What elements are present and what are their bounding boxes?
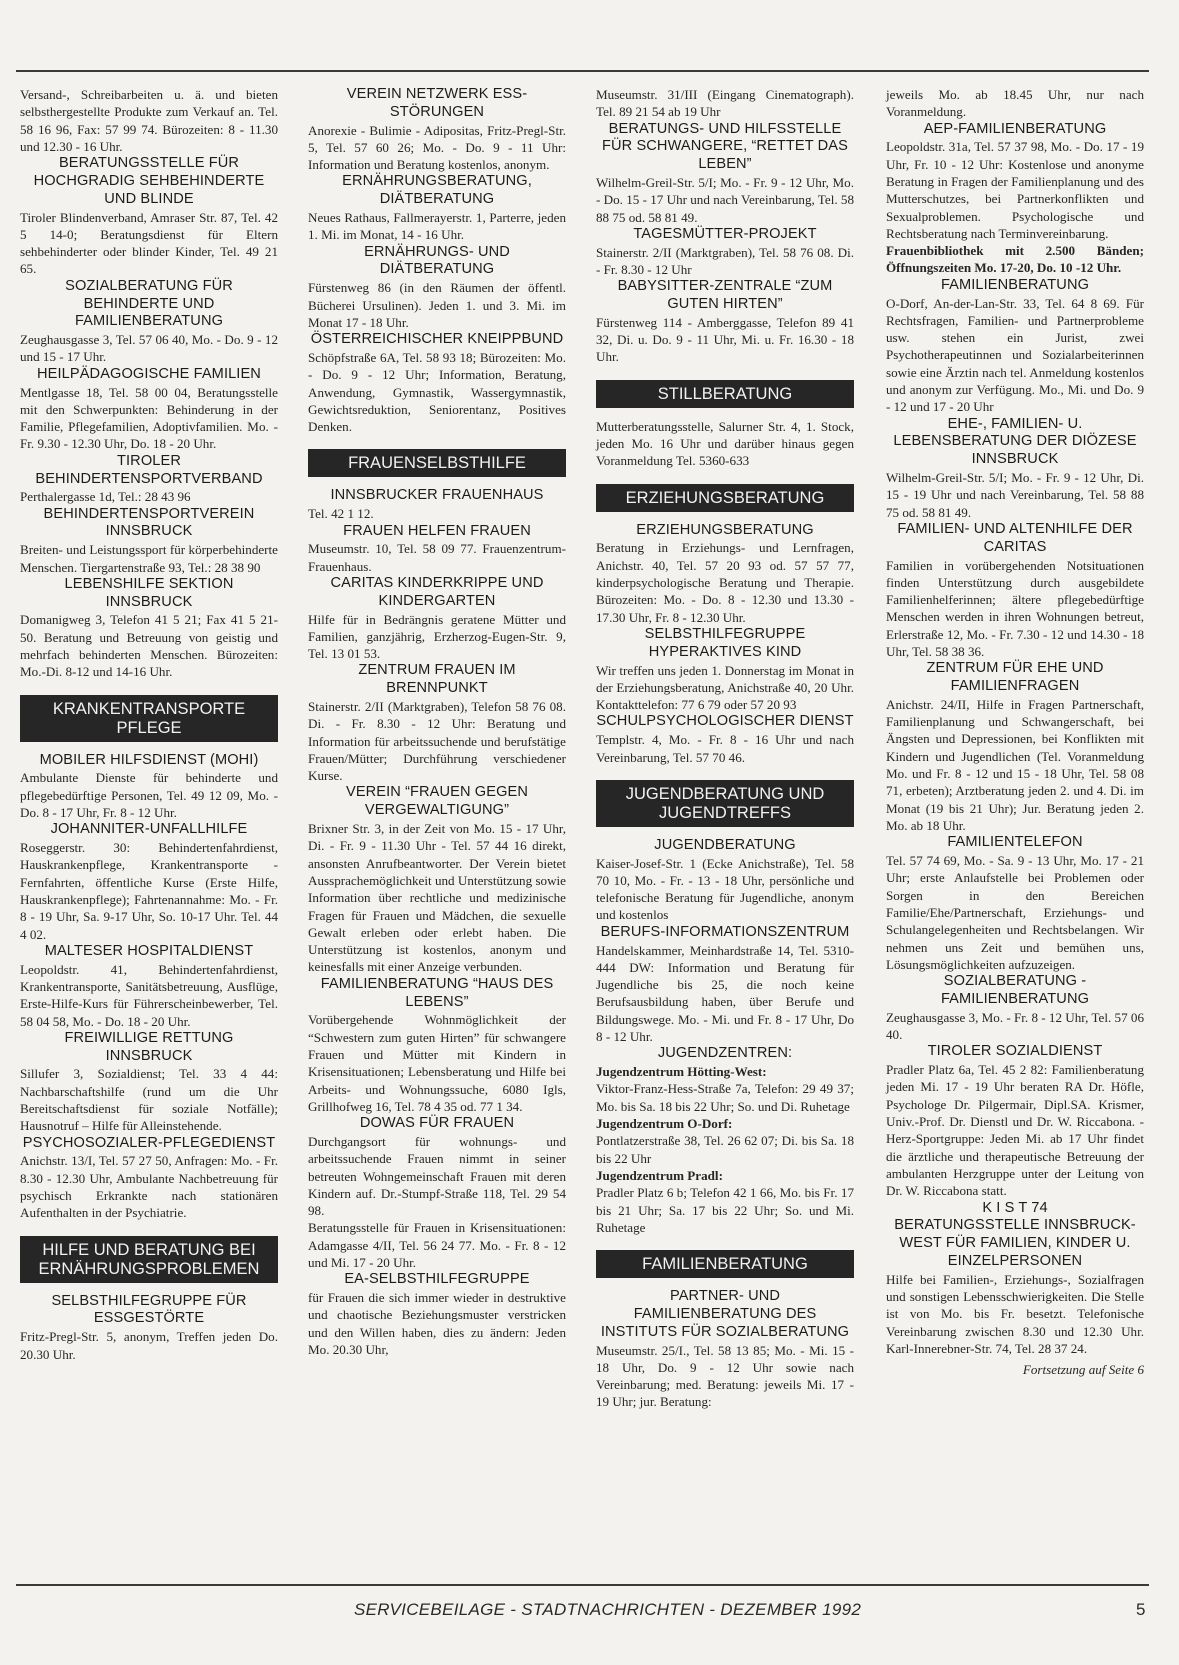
- section-heading: MALTESER HOSPITALDIENST: [44, 942, 254, 959]
- bottom-rule: [16, 1584, 1149, 1586]
- category-banner: STILLBERATUNG: [596, 380, 854, 408]
- section-heading: BERUFS-INFORMATIONSZENTRUM: [600, 923, 850, 940]
- section-heading: SOZIALBERATUNG FÜR BEHINDERTE UND FAMILIENBERATUNG: [65, 277, 233, 330]
- column-2: [308, 86, 566, 1358]
- section-heading: VEREIN “FRAUEN GEGEN VERGEWALTIGUNG”: [345, 784, 528, 819]
- entry-text: Viktor-Franz-Hess-Straße 7a, Telefon: 29 49 37; Mo. bis Sa. 18 bis 22 Uhr; So. und Di. Ruhetage: [596, 1081, 854, 1114]
- entry-text: Tel. 42 1 12.: [308, 506, 374, 522]
- entry-text: Wilhelm-Greil-Str. 5/I; Mo. - Fr. 9 - 12 Uhr, Mo. - Do. 15 - 17 Uhr und nach Vereinbarung, Tel. 58 88 75 od. 58 81 49.: [596, 174, 854, 225]
- bold-paragraph: Frauenbibliothek mit 2.500 Bänden; Öffnungszeiten Mo. 17-20, Do. 10 -12 Uhr.: [886, 243, 1144, 276]
- entry-text: Leopoldstr. 31a, Tel. 57 37 98, Mo. - Do. 17 - 19 Uhr, Fr. 10 - 12 Uhr: Kostenlose und anonyme Beratung in Fragen der Familienplanung und des Mutterschutzes, bei Partnerkonflikten und Sexualproblemen. Psychologische und Rechtsberatung nach Terminvereinbarung.: [886, 139, 1144, 241]
- bold-paragraph: Jugendzentrum Pradl:: [596, 1167, 723, 1183]
- section-heading: BERATUNGS- UND HILFSSTELLE FÜR SCHWANGERE, “RETTET DAS LEBEN”: [602, 120, 848, 173]
- entry-text: O-Dorf, An-der-Lan-Str. 33, Tel. 64 8 69. Für Rechtsfragen, Familien- und Partnerprobleme usw. stehen ein Jurist, zwei Psychotherapeutinnen und Sozialarbeiterinnen sowie eine Ärztin nach tel. Anmeldung kostenlos und anonym zur Verfügung. Mo., Mi. und Do. 9 - 12 und 17 - 20 Uhr: [886, 295, 1144, 415]
- section-heading: BERATUNGSSTELLE FÜR HOCHGRADIG SEHBEHINDERTE UND BLINDE: [33, 155, 265, 207]
- entry-text: Sillufer 3, Sozialdienst; Tel. 33 4 44: Nachbarschaftshilfe (rund um die Uhr Bereitschaftsdienst für soziale Notfälle); Hausnotruf – Hilfe für Alleinstehende.: [20, 1066, 278, 1134]
- section-heading: DOWAS FÜR FRAUEN: [359, 1115, 515, 1132]
- section-heading: SELBSTHILFEGRUPPE FÜR ESSGESTÖRTE: [51, 1292, 247, 1327]
- page-number: 5: [1136, 1600, 1146, 1619]
- entry-text: Stainerstr. 2/II (Marktgraben), Telefon 58 76 08. Di. - Fr. 8.30 - 12 Uhr: Beratung und Information für arbeitssuchende und berufstätige Frauen/Mütter; Durchführung verschiedener Kurse.: [308, 699, 566, 784]
- entry-text: Mutterberatungsstelle, Salurner Str. 4, 1. Stock, jeden Mo. 16 Uhr und darüber hinaus gegen Voranmeldung Tel. 5360-633: [596, 418, 854, 469]
- entry-text: Beratung in Erziehungs- und Lernfragen, Anichstr. 40, Tel. 57 20 93 od. 57 57 77, kinderpsychologische Beratung und Therapie. Bürozeiten: Mo. - Do. 8 - 12.30 und 13.30 - 17.30 Uhr, Fr. 8 - 12.30 Uhr.: [596, 540, 854, 625]
- section-heading: CARITAS KINDERKRIPPE UND KINDERGARTEN: [330, 574, 544, 609]
- entry-text: Leopoldstr. 41, Behindertenfahrdienst, Krankentransporte, Sanitätsbetreuung, Ausflüge, Erste-Hilfe-Kurs für Führerscheinbewerber, Tel. 58 04 58, Mo. - Do. 18 - 20 Uhr.: [20, 961, 278, 1029]
- entry-text: Hilfe für in Bedrängnis geratene Mütter und Familien, ganzjährig, Erzherzog-Eugen-Str. 9, Tel. 13 01 53.: [308, 611, 566, 662]
- entry-text: Wilhelm-Greil-Str. 5/I; Mo. - Fr. 9 - 12 Uhr, Di. 15 - 19 Uhr und nach Vereinbarung, Tel. 58 88 75 od. 58 81 49.: [886, 470, 1144, 520]
- entry-text: Pradler Platz 6 b; Telefon 42 1 66, Mo. bis Fr. 17 bis 21 Uhr; Sa. 17 bis 22 Uhr; So. und Mi. Ruhetage: [596, 1185, 854, 1235]
- entry-text: Pontlatzerstraße 38, Tel. 26 62 07; Di. bis Sa. 18 bis 22 Uhr: [596, 1133, 854, 1166]
- entry-text: Zeughausgasse 3, Tel. 57 06 40, Mo. - Do. 9 - 12 und 15 - 17 Uhr.: [20, 332, 278, 365]
- entry-text: Kaiser-Josef-Str. 1 (Ecke Anichstraße), Tel. 58 70 10, Mo. - Fr. - 13 - 18 Uhr, persönliche und telefonische Beratung für Jugendliche, anonym und kostenlos: [596, 855, 854, 923]
- section-heading: EHE-, FAMILIEN- U. LEBENSBERATUNG DER DIÖZESE INNSBRUCK: [893, 415, 1137, 468]
- section-heading: ZENTRUM FRAUEN IM BRENNPUNKT: [358, 662, 516, 697]
- entry-text: Anichstr. 24/II, Hilfe in Fragen Partnerschaft, Familienplanung und Schwangerschaft, bei Ängsten und Depressionen, bei Konflikten mit Kindern und Jugendlichen (Tel. Voranmeldung Mo. und Fr. 8 - 12 und 15 - 18 Uhr, Tel. 58 08 71, erbeten); Arztberatung jeden 2. und 4. Di. im Monat (19 bis 21 Uhr); Jur. Beratung jeden 2. Mo. ab 18 Uhr.: [886, 696, 1144, 833]
- section-heading: FREIWILLIGE RETTUNG INNSBRUCK: [64, 1029, 234, 1064]
- entry-text: jeweils Mo. ab 18.45 Uhr, nur nach Voranmeldung.: [886, 87, 1144, 120]
- section-heading: SELBSTHILFEGRUPPE HYPERAKTIVES KIND: [644, 625, 806, 660]
- entry-text: Handelskammer, Meinhardstraße 14, Tel. 5310-444 DW: Information und Beratung für Jugendliche bis 25, die noch keine Berufsausbildung haben, über Berufe und Bildungswege. Mo. - Mi. und Fr. 8 - 17 Uhr, Do 8 - 12 Uhr.: [596, 942, 854, 1045]
- section-heading: AEP-FAMILIENBERATUNG: [923, 120, 1107, 137]
- entry-text: Museumstr. 25/I., Tel. 58 13 85; Mo. - Mi. 15 - 18 Uhr, Do. 9 - 12 Uhr sowie nach Vereinbarung; med. Beratung: jeweils Mi. 17 - 19 Uhr; jur. Beratung:: [596, 1342, 854, 1410]
- entry-text: Domanigweg 3, Telefon 41 5 21; Fax 41 5 21-50. Beratung und Betreuung von geistig und mehrfach behinderten Menschen. Bürozeiten: Mo.-Di. 8-12 und 14-16 Uhr.: [20, 612, 278, 680]
- entry-text: Roseggerstr. 30: Behindertenfahrdienst, Hauskrankenpflege, Krankentransporte - Fernfahrten, öffentliche Kurse (Erste Hilfe, Hauskrankenpflege); Fahrtenannahme: Mo. - Fr. 8 - 19 Uhr, Sa. 9-17 Uhr, So. 10-17 Uhr. Tel. 44 4 02.: [20, 840, 278, 942]
- section-heading: BABYSITTER-ZENTRALE “ZUM GUTEN HIRTEN”: [617, 278, 833, 313]
- section-heading: SCHULPSYCHOLOGISCHER DIENST: [596, 713, 854, 730]
- entry-text: Vorübergehende Wohnmöglichkeit der “Schwestern zum guten Hirten” für schwangere Frauen und Mütter mit Kindern in Krisensituationen; Lebensberatung und Hilfe bei Arbeits- und Wohnungssuche, 6080 Igls, Grillhofweg 16, Tel. 78 4 35 od. 77 1 34.: [308, 1012, 566, 1114]
- entry-text: Anorexie - Bulimie - Adipositas, Fritz-Pregl-Str. 5, Tel. 57 60 26; Mo. - Do. 9 - 11 Uhr: Information und Beratung kostenlos, anonym.: [308, 122, 566, 173]
- entry-text: Perthalergasse 1d, Tel.: 28 43 96: [20, 489, 191, 505]
- entry-text: Tel. 57 74 69, Mo. - Sa. 9 - 13 Uhr, Mo. 17 - 21 Uhr; erste Anlaufstelle bei Problemen oder Sorgen in den Bereichen Familie/Ehe/Partnerschaft, Erziehungs- und Schulangelegenheiten und Rechtsbelangen. Wir nehmen uns Zeit und bemühen uns, Lösungsmöglichkeiten aufzuzeigen.: [886, 853, 1144, 972]
- entry-text: Fürstenweg 86 (in den Räumen der öffentl. Bücherei Ursulinen). Jeden 1. und 3. Mi. im Monat 17 - 18 Uhr.: [308, 280, 566, 330]
- entry-text: Wir treffen uns jeden 1. Donnerstag im Monat in der Erziehungsberatung, Anichstraße 40, 20 Uhr. Kontakttelefon: 77 6 79 oder 57 20 93: [596, 662, 854, 713]
- entry-text: Tiroler Blindenverband, Amraser Str. 87, Tel. 42 5 14-0; Beratungsdienst für Eltern sehbehinderter oder blinder Kinder, Tel. 49 21 65.: [20, 209, 278, 277]
- entry-text: Versand-, Schreibarbeiten u. ä. und bieten selbsthergestellte Produkte zum Verkauf an. Tel. 58 16 96, Fax: 57 99 74. Bürozeiten: 8 - 11.30 und 12.30 - 16 Uhr.: [20, 87, 278, 154]
- category-banner: FRAUENSELBSTHILFE: [308, 449, 566, 477]
- section-heading: VEREIN NETZWERK ESS-STÖRUNGEN: [346, 86, 528, 120]
- section-heading: ZENTRUM FÜR EHE UND FAMILIENFRAGEN: [926, 660, 1104, 695]
- entry-text: Breiten- und Leistungssport für körperbehinderte Menschen. Tiergartenstraße 93, Tel.: 28 38 90: [20, 542, 278, 575]
- entry-text: Anichstr. 13/I, Tel. 57 27 50, Anfragen: Mo. - Fr. 8.30 - 12.30 Uhr, Ambulante Nachbetreuung für psychisch Erkrankte nach stationären Aufenthalten in der Psychiatrie.: [20, 1153, 278, 1221]
- section-heading: TAGESMÜTTER-PROJEKT: [633, 225, 817, 242]
- section-heading: SOZIALBERATUNG - FAMILIENBERATUNG: [940, 973, 1090, 1007]
- entry-text: für Frauen die sich immer wieder in destruktive und chaotische Beziehungsmuster verstricken und den Willen haben, dies zu ändern: Jeden Mo. 20.30 Uhr,: [308, 1290, 566, 1357]
- entry-text: Beratungsstelle für Frauen in Krisensituationen: Adamgasse 4/II, Tel. 56 24 77. Mo. - Fr. 8 - 12 und Mi. 17 - 20 Uhr.: [308, 1220, 566, 1270]
- column-4: [886, 86, 1144, 1378]
- bold-paragraph: Jugendzentrum Hötting-West:: [596, 1064, 767, 1080]
- section-heading: FAMILIEN- UND ALTENHILFE DER CARITAS: [897, 520, 1133, 555]
- entry-text: Museumstr. 31/III (Eingang Cinematograph). Tel. 89 21 54 ab 19 Uhr: [596, 87, 854, 120]
- section-heading: EA-SELBSTHILFEGRUPPE: [344, 1271, 530, 1288]
- section-heading: FAMILIENBERATUNG “HAUS DES LEBENS”: [320, 975, 554, 1010]
- section-heading: FAMILIENBERATUNG: [940, 276, 1090, 293]
- section-heading: INNSBRUCKER FRAUENHAUS: [330, 487, 544, 504]
- entry-text: Fritz-Pregl-Str. 5, anonym, Treffen jeden Do. 20.30 Uhr.: [20, 1329, 278, 1362]
- section-heading: MOBILER HILFSDIENST (MOHI): [39, 751, 259, 768]
- category-banner: FAMILIENBERATUNG: [596, 1250, 854, 1278]
- section-heading: HEILPÄDAGOGISCHE FAMILIEN: [37, 365, 261, 382]
- entry-text: Pradler Platz 6a, Tel. 45 2 82: Familienberatung jeden Mi. 17 - 19 Uhr beraten RA Dr. Höfle, Psychologe Dr. Pilgermair, Dipl.SA. Krismer, Univ.-Prof. Dr. Dienstl und Dr. W. Riccabona. - Herz-Sportgruppe: Jeden Mi. ab 17 Uhr findet die ärztliche und therapeutische Betreuung der ambulanten Herzgruppe unter der Leitung von Dr. W. Riccabona statt.: [886, 1062, 1144, 1199]
- category-banner: HILFE UND BERATUNG BEI ERNÄHRUNGSPROBLEMEN: [20, 1236, 278, 1283]
- column-3: [596, 86, 854, 1411]
- entry-text: Familien in vorübergehenden Notsituationen finden Unterstützung durch ausgebildete Familienhelferinnen; ältere pflegebedürftige Menschen werden in ihren Wohnungen betreut, Erlerstraße 12, Mo. - Fr. 7.30 - 12 und 14.30 - 18 Uhr, Tel. 58 38 36.: [886, 557, 1144, 659]
- entry-text: Neues Rathaus, Fallmerayerstr. 1, Parterre, jeden 1. Mi. im Monat, 14 - 16 Uhr.: [308, 210, 566, 243]
- section-heading: JOHANNITER-UNFALLHILFE: [50, 821, 248, 838]
- section-heading: FAMILIENTELEFON: [947, 834, 1083, 851]
- section-heading: JUGENDZENTREN:: [657, 1045, 793, 1062]
- section-heading: ERNÄHRUNGS- UND DIÄTBERATUNG: [364, 243, 510, 278]
- section-heading: JUGENDBERATUNG: [654, 836, 796, 853]
- section-heading: BERATUNGSSTELLE INNSBRUCK-WEST FÜR FAMILIEN, KINDER U. EINZELPERSONEN: [894, 1217, 1136, 1269]
- section-heading: PARTNER- UND FAMILIENBERATUNG DES INSTITUTS FÜR SOZIALBERATUNG: [600, 1288, 850, 1340]
- entry-text: Zeughausgasse 3, Mo. - Fr. 8 - 12 Uhr, Tel. 57 06 40.: [886, 1009, 1144, 1043]
- section-heading: K I S T 74: [982, 1199, 1048, 1216]
- section-heading: ERNÄHRUNGSBERATUNG, DIÄTBERATUNG: [342, 173, 532, 208]
- entry-text: Stainerstr. 2/II (Marktgraben), Tel. 58 76 08. Di. - Fr. 8.30 - 12 Uhr: [596, 244, 854, 277]
- entry-text: Fürstenweg 114 - Amberggasse, Telefon 89 41 32, Di. u. Do. 9 - 11 Uhr, Mi. u. Fr. 16.30 - 18 Uhr.: [596, 314, 854, 365]
- footer-title: SERVICEBEILAGE - STADTNACHRICHTEN - DEZEMBER 1992: [354, 1600, 862, 1619]
- entry-text: Mentlgasse 18, Tel. 58 00 04, Beratungsstelle mit den Schwerpunkten: Behinderung in der Familie, Pflegefamilien, Adoptivfamilien. Mo. - Fr. 9.30 - 12.30 Uhr, Do. 18 - 20 Uhr.: [20, 384, 278, 452]
- entry-text: Hilfe bei Familien-, Erziehungs-, Sozialfragen und sonstigen Lebensschwierigkeiten. Die Stelle ist von Mo. bis Fr. besetzt. Telefonische Vereinbarung zwischen 8.30 und 12.30 Uhr. Karl-Innerebner-Str. 74, Tel. 28 37 24.: [886, 1271, 1144, 1356]
- category-banner: ERZIEHUNGSBERATUNG: [596, 484, 854, 512]
- section-heading: TIROLER BEHINDERTENSPORTVERBAND: [35, 452, 263, 487]
- section-heading: TIROLER SOZIALDIENST: [927, 1043, 1103, 1060]
- entry-text: Museumstr. 10, Tel. 58 09 77. Frauenzentrum-Frauenhaus.: [308, 541, 566, 574]
- entry-text: Schöpfstraße 6A, Tel. 58 93 18; Bürozeiten: Mo. - Do. 9 - 12 Uhr; Information, Beratung, Anwendung, Gymnastik, Wassergymnastik, Gewichtsreduktion, Seniorentanz, Positives Denken.: [308, 349, 566, 435]
- section-heading: FRAUEN HELFEN FRAUEN: [343, 522, 531, 539]
- category-banner: JUGENDBERATUNG UND JUGENDTREFFS: [596, 780, 854, 827]
- section-heading: ERZIEHUNGSBERATUNG: [636, 521, 814, 538]
- top-rule: [16, 70, 1149, 72]
- section-heading: ÖSTERREICHISCHER KNEIPPBUND: [310, 331, 564, 348]
- entry-text: Templstr. 4, Mo. - Fr. 8 - 16 Uhr und nach Vereinbarung, Tel. 57 70 46.: [596, 732, 854, 765]
- column-1: [20, 86, 278, 1363]
- section-heading: BEHINDERTENSPORTVEREIN INNSBRUCK: [43, 505, 255, 540]
- section-heading: PSYCHOSOZIALER-PFLEGEDIENST: [22, 1134, 276, 1151]
- entry-text: Durchgangsort für wohnungs- und arbeitssuchende Frauen nimmt in seiner betreuten Wohngemeinschaft Frauen mit deren Kindern auf. Dr.-Stumpf-Straße 118, Tel. 29 54 98.: [308, 1133, 566, 1219]
- continuation-note: Fortsetzung auf Seite 6: [1022, 1362, 1144, 1378]
- entry-text: Ambulante Dienste für behinderte und pflegebedürftige Personen, Tel. 49 12 09, Mo. - Do. 8 - 17 Uhr, Fr. 8 - 12 Uhr.: [20, 770, 278, 820]
- section-heading: LEBENSHILFE SEKTION INNSBRUCK: [64, 575, 234, 610]
- bold-paragraph: Jugendzentrum O-Dorf:: [596, 1116, 733, 1132]
- entry-text: Brixner Str. 3, in der Zeit von Mo. 15 - 17 Uhr, Di. - Fr. 9 - 11.30 Uhr - Tel. 57 44 16 direkt, ansonsten Anrufbeantworter. Der Verein bietet Aussprachemöglichkeit und Unterstützung sowie Information über rechtliche und medizinische Fragen für Frauen und Mädchen, die sexuelle Gewalt erleben oder erlebt haben. Die Unterstützung ist kostenlos, anonym und keinesfalls mit einer Anzeige verbunden.: [308, 821, 566, 975]
- category-banner: KRANKENTRANSPORTE PFLEGE: [20, 695, 278, 742]
